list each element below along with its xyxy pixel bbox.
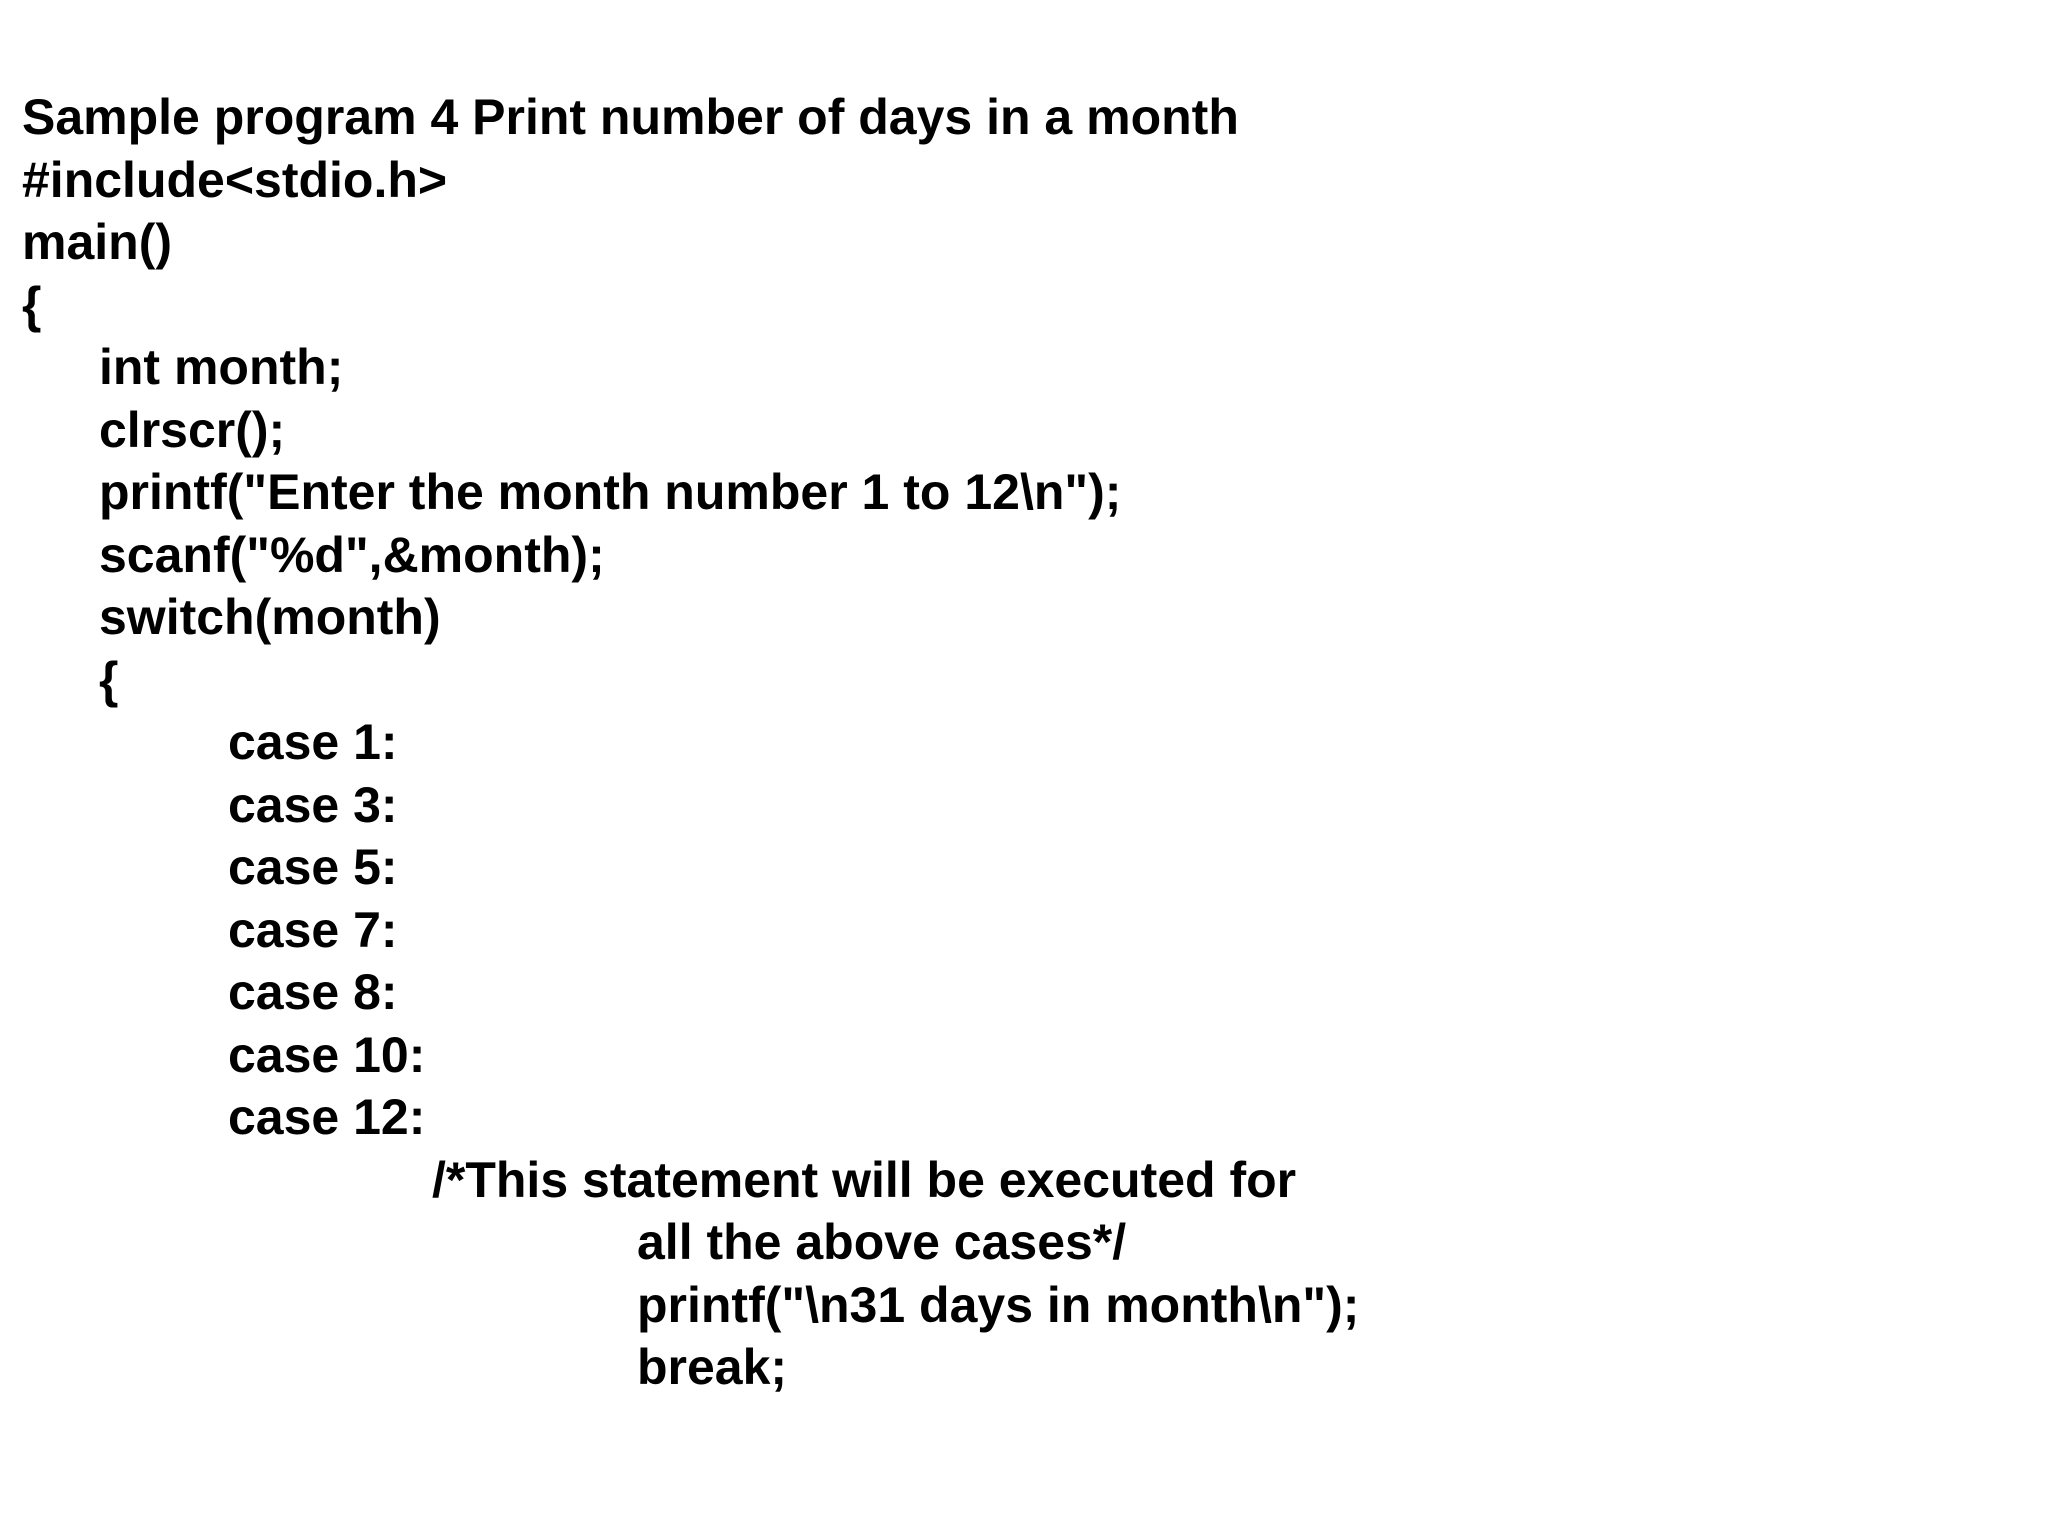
code-line: switch(month)	[99, 589, 441, 645]
code-line: case 5:	[228, 839, 398, 895]
code-line: case 12:	[228, 1089, 426, 1145]
slide-title: Sample program 4 Print number of days in a month	[22, 89, 1239, 145]
code-line: printf("Enter the month number 1 to 12\n");	[99, 464, 1122, 520]
code-comment: /*This statement will be executed for	[432, 1151, 1297, 1208]
code-line: clrscr();	[99, 401, 286, 458]
code-line: break;	[637, 1339, 788, 1395]
code-line: main()	[22, 214, 172, 270]
code-line: case 10:	[228, 1026, 426, 1083]
code-line: {	[22, 276, 42, 333]
code-line: case 1:	[228, 714, 398, 770]
code-line: int month;	[99, 339, 344, 395]
code-line: case 7:	[228, 901, 398, 958]
code-line: {	[99, 651, 119, 708]
code-line: case 3:	[228, 776, 398, 833]
code-comment: all the above cases*/	[637, 1214, 1127, 1270]
code-line: case 8:	[228, 964, 398, 1020]
code-line: #include<stdio.h>	[22, 151, 448, 208]
code-listing	[22, 86, 1359, 1399]
code-line: scanf("%d",&month);	[99, 526, 605, 583]
code-line: printf("\n31 days in month\n");	[637, 1276, 1360, 1333]
